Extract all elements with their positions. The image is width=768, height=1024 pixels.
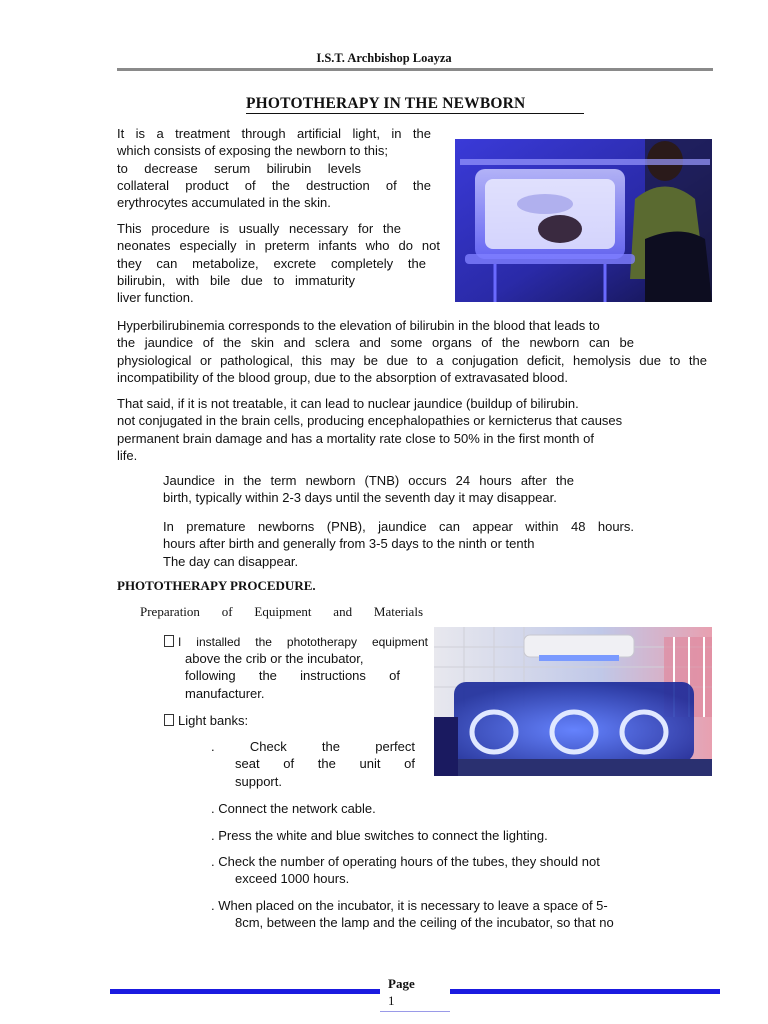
subheading-word: and xyxy=(333,604,353,619)
text-line: life. xyxy=(117,447,138,463)
intro-paragraph-1 xyxy=(117,125,431,211)
bullet-square-icon xyxy=(164,714,174,726)
text-line: they can metabolize, excrete completely the xyxy=(117,255,426,271)
text-line: . Press the white and blue switches to connect the lighting. xyxy=(211,828,548,843)
text-line: liver function. xyxy=(117,290,194,306)
tnb-paragraph xyxy=(163,472,583,507)
text-line: permanent brain damage and has a mortality rate close to 50% in the first month of xyxy=(117,430,594,446)
text-line: bilirubin, with bile due to immaturity xyxy=(117,272,355,288)
text-line: incompatibility of the blood group, due to the absorption of extravasated blood. xyxy=(117,369,568,385)
text-line: Jaundice in the term newborn (TNB) occurs 24 hours after the xyxy=(163,473,574,488)
text-line: physiological or pathological, this may be due to a conjugation deficit, hemolysis due to the xyxy=(117,352,707,368)
text-line: hours after birth and generally from 3-5 days to the ninth or tenth xyxy=(163,536,535,552)
text-line: following the instructions of xyxy=(185,668,400,684)
pnb-paragraph xyxy=(163,518,634,570)
procedure-heading: PHOTOTHERAPY PROCEDURE. xyxy=(117,578,316,593)
text-line: seat of the unit of xyxy=(235,756,415,772)
bullet-label: Light banks: xyxy=(178,713,249,728)
text-line: 8cm, between the lamp and the ceiling of the incubator, so that no xyxy=(235,915,614,931)
text-line: erythrocytes accumulated in the skin. xyxy=(117,195,331,211)
text-line: birth, typically within 2-3 days until the seventh day it may disappear. xyxy=(163,490,557,506)
step-connect-cable xyxy=(211,800,376,817)
intro-paragraph-2 xyxy=(117,220,440,306)
page-label: Page xyxy=(388,976,415,991)
text-line: support. xyxy=(235,773,282,789)
step-check-seat xyxy=(211,738,415,790)
text-line: not conjugated in the brain cells, producing encephalopathies or kernicterus that causes xyxy=(117,413,623,429)
text-line: . When placed on the incubator, it is necessary to leave a space of 5- xyxy=(211,898,608,913)
photo-incubator-blue-light xyxy=(434,627,712,776)
subheading-word: Materials xyxy=(373,604,423,619)
step-press-switches xyxy=(211,827,548,844)
text-line: exceed 1000 hours. xyxy=(235,871,350,887)
text-line: . Connect the network cable. xyxy=(211,801,376,816)
subheading-word: Preparation xyxy=(140,604,200,619)
bullet-first-line xyxy=(164,634,428,650)
bullet-light-banks xyxy=(164,712,248,729)
title-underline xyxy=(246,113,584,114)
preparation-subheading xyxy=(140,604,423,620)
text-line: . Check the number of operating hours of the tubes, they should not xyxy=(211,854,600,869)
footer-bar-right xyxy=(450,989,720,994)
photo-infant-phototherapy-image xyxy=(455,139,712,302)
footer-bar-left xyxy=(110,989,380,994)
text-line: In premature newborns (PNB), jaundice can appear within 48 hours. xyxy=(163,519,634,534)
text-line: I installed the phototherapy equipment xyxy=(178,635,428,649)
subheading-word: of xyxy=(221,604,233,619)
text-line: This procedure is usually necessary for the xyxy=(117,221,401,236)
bullet-install-equipment xyxy=(164,634,428,650)
text-line: neonates especially in preterm infants who do not xyxy=(117,238,440,254)
page-number: 1 xyxy=(388,993,395,1008)
bullet-install-equipment-continued xyxy=(185,650,400,702)
hyperbilirubinemia-paragraph xyxy=(117,317,707,386)
document-header: I.S.T. Archbishop Loayza xyxy=(316,51,452,65)
text-line: The day can disappear. xyxy=(163,553,299,569)
text-line: to decrease serum bilirubin levels xyxy=(117,160,361,176)
page-number-underline xyxy=(380,1011,450,1012)
step-check-hours xyxy=(211,853,600,888)
header-rule xyxy=(117,68,713,71)
text-line: the jaundice of the skin and sclera and some organs of the newborn can be xyxy=(117,335,634,351)
text-line: which consists of exposing the newborn to this; xyxy=(117,143,388,159)
text-line: Hyperbilirubinemia corresponds to the elevation of bilirubin in the blood that leads to xyxy=(117,318,600,333)
step-incubator-spacing xyxy=(211,897,614,932)
document-title: PHOTOTHERAPY IN THE NEWBORN xyxy=(246,95,526,112)
text-line: collateral product of the destruction of the xyxy=(117,177,431,193)
text-line: It is a treatment through artificial light, in the xyxy=(117,126,431,141)
text-line: manufacturer. xyxy=(185,685,265,701)
bullet-square-icon xyxy=(164,635,174,647)
photo-infant-phototherapy xyxy=(455,139,712,302)
text-line: . Check the perfect xyxy=(211,739,415,754)
photo-incubator-blue-light-image xyxy=(434,627,712,776)
subheading-word: Equipment xyxy=(254,604,312,619)
text-line: above the crib or the incubator, xyxy=(185,651,364,666)
kernicterus-paragraph xyxy=(117,395,707,464)
text-line: That said, if it is not treatable, it can lead to nuclear jaundice (buildup of bilirubin. xyxy=(117,396,579,411)
